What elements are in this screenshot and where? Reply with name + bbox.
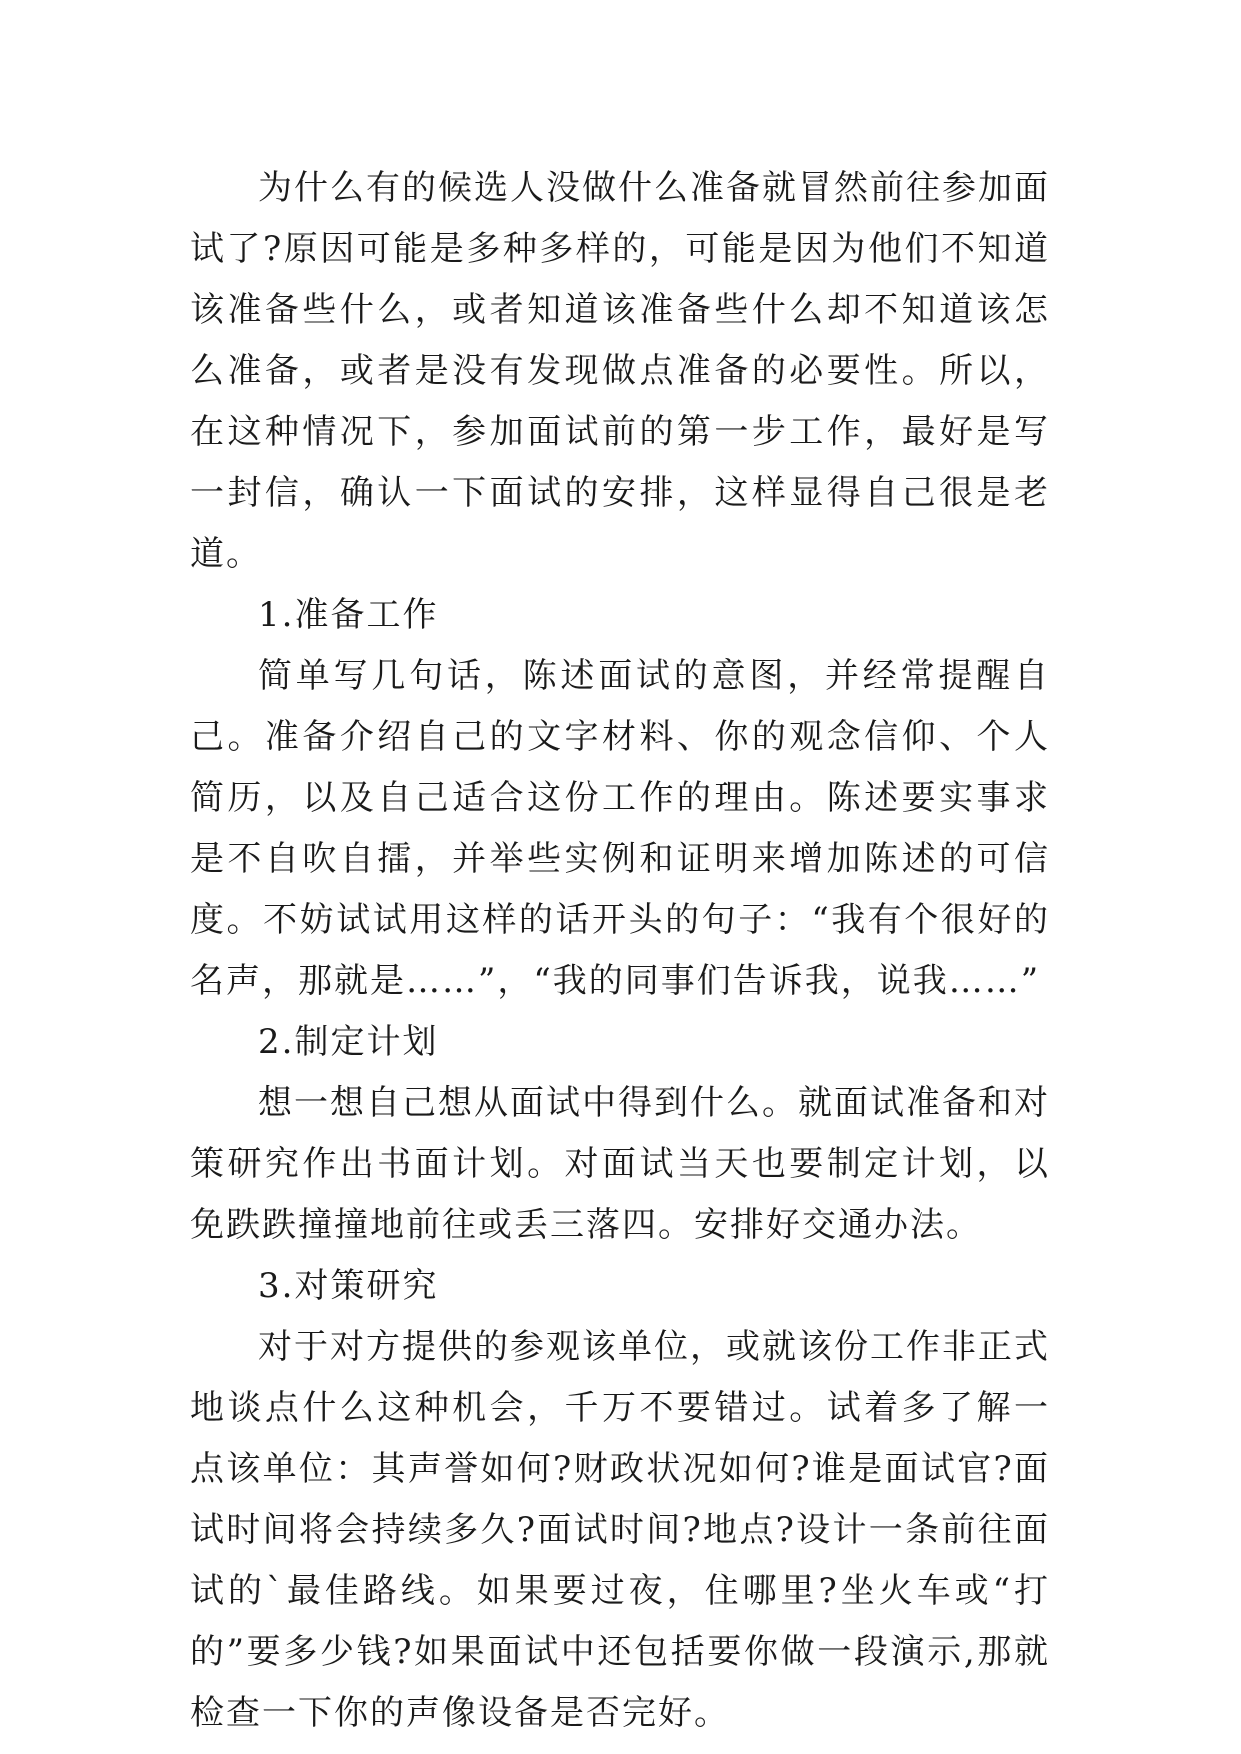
section-3-heading: 3.对策研究: [258, 1266, 439, 1306]
section-1-heading: 1.准备工作: [258, 595, 439, 635]
section-1-paragraph: 简单写几句话，陈述面试的意图，并经常提醒自己。准备介绍自己的文字材料、你的观念信仰、个人简历，以及自己适合这份工作的理由。陈述要实事求是不自吹自擂，并举些实例和证明来增加陈述的可信度。不妨试试用这样的话开头的句子：“我有个很好的名声，那就是……”，“我的同事们告诉我，说我……”: [190, 656, 1050, 1001]
document-body: [190, 158, 1050, 1744]
intro-paragraph: 为什么有的候选人没做什么准备就冒然前往参加面试了?原因可能是多种多样的，可能是因为他们不知道该准备些什么，或者知道该准备些什么却不知道该怎么准备，或者是没有发现做点准备的必要性。所以，在这种情况下，参加面试前的第一步工作，最好是写一封信，确认一下面试的安排，这样显得自己很是老道。: [190, 168, 1050, 574]
section-2-heading: 2.制定计划: [258, 1022, 439, 1062]
section-2-paragraph: 想一想自己想从面试中得到什么。就面试准备和对策研究作出书面计划。对面试当天也要制定计划，以免跌跌撞撞地前往或丢三落四。安排好交通办法。: [190, 1083, 1050, 1245]
section-3-paragraph: 对于对方提供的参观该单位，或就该份工作非正式地谈点什么这种机会，千万不要错过。试着多了解一点该单位：其声誉如何?财政状况如何?谁是面试官?面试时间将会持续多久?面试时间?地点?设计一条前往面试的`最佳路线。如果要过夜，住哪里?坐火车或“打的”要多少钱?如果面试中还包括要你做一段演示,那就检查一下你的声像设备是否完好。: [190, 1327, 1050, 1733]
